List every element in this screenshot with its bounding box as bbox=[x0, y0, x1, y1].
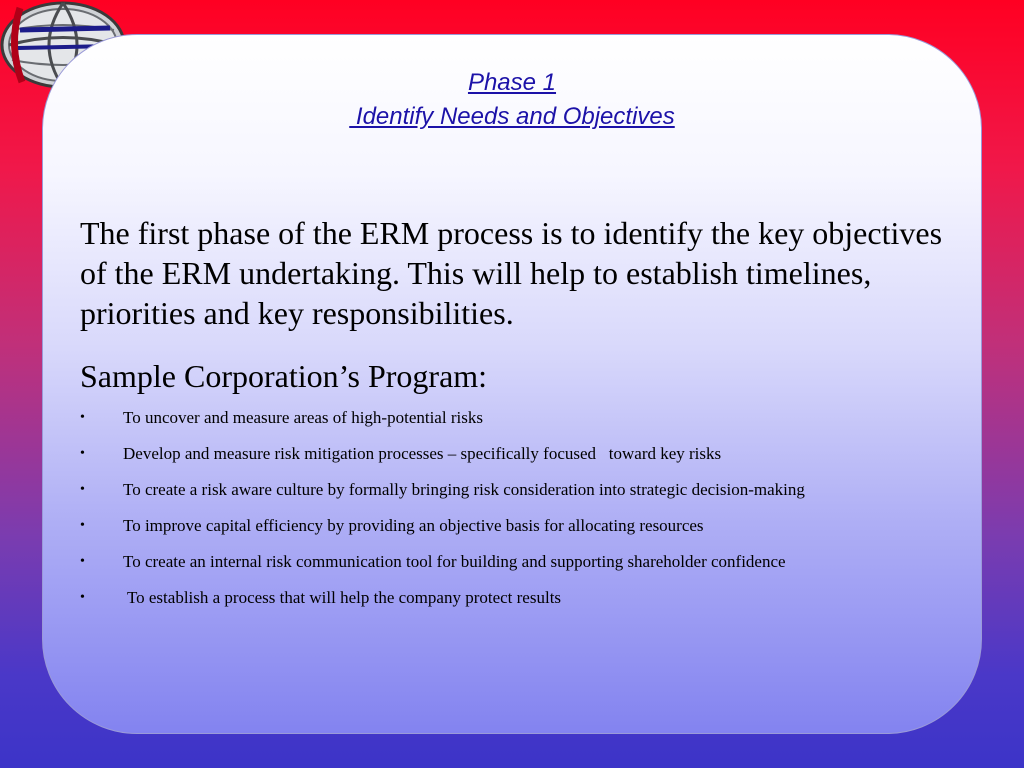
bullet-text: To create a risk aware culture by formally bringing risk consideration into strategic decision-making bbox=[123, 480, 805, 499]
list-item bbox=[80, 513, 960, 549]
bullet-icon: • bbox=[80, 590, 85, 605]
bullet-icon: • bbox=[80, 446, 85, 461]
list-item bbox=[80, 405, 960, 441]
bullet-text: To improve capital efficiency by providing an objective basis for allocating resources bbox=[123, 516, 704, 535]
list-item bbox=[80, 585, 960, 621]
bullet-text: To uncover and measure areas of high-potential risks bbox=[123, 408, 483, 427]
intro-paragraph: The first phase of the ERM process is to identify the key objectives of the ERM undertaking. This will help to establish timelines, priorities and key responsibilities. bbox=[80, 215, 943, 331]
bullet-text: Develop and measure risk mitigation processes – specifically focused toward key risks bbox=[123, 444, 722, 463]
slide-subtitle: Identify Needs and Objectives bbox=[349, 103, 675, 130]
program-heading: Sample Corporation’s Program: bbox=[80, 358, 488, 394]
list-item bbox=[80, 477, 960, 513]
bullet-icon: • bbox=[80, 518, 85, 533]
bullet-icon: • bbox=[80, 482, 85, 497]
bullet-icon: • bbox=[80, 410, 85, 425]
list-item bbox=[80, 441, 960, 477]
slide-title: Phase 1 bbox=[467, 69, 557, 96]
bullet-text: To create an internal risk communication tool for building and supporting shareholder confidence bbox=[123, 552, 786, 571]
program-bullet-list bbox=[80, 405, 960, 621]
bullet-text: To establish a process that will help the company protect results bbox=[123, 588, 562, 607]
bullet-icon: • bbox=[80, 554, 85, 569]
list-item bbox=[80, 549, 960, 585]
